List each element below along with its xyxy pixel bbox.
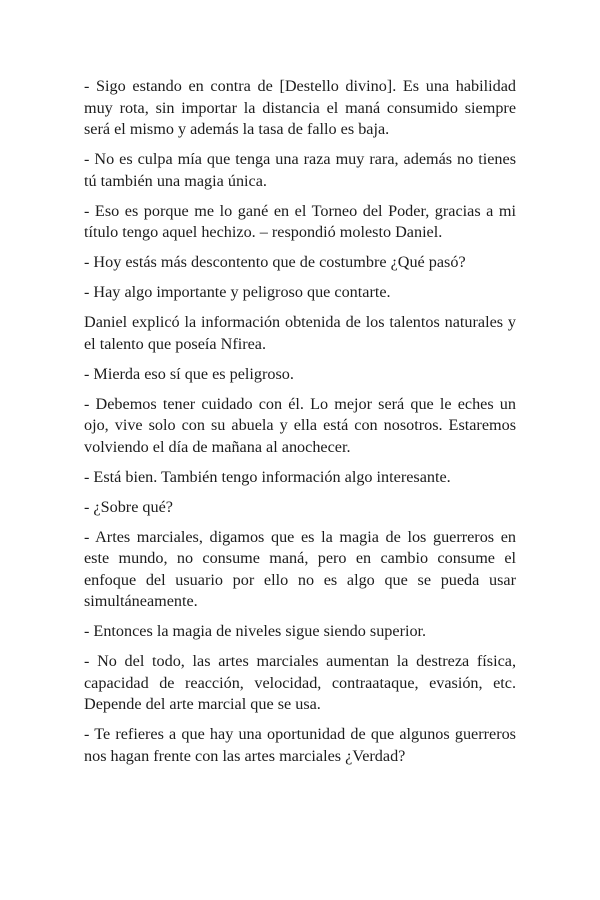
paragraph-5: - Hay algo importante y peligroso que contarte.	[84, 283, 391, 301]
paragraph-1: - Sigo estando en contra de [Destello divino]. Es una habilidad muy rota, sin importar la distancia el maná consumido siempre será el mismo y además la tasa de fallo es baja.	[84, 77, 516, 138]
paragraph-11: - Artes marciales, digamos que es la magia de los guerreros en este mundo, no consume maná, pero en cambio consume el enfoque del usuario por ello no es algo que se pueda usar simultáneamente.	[84, 527, 516, 610]
paragraph-13: - No del todo, las artes marciales aumentan la destreza física, capacidad de reacción, velocidad, contraataque, evasión, etc. Depende del arte marcial que se usa.	[84, 652, 516, 713]
document-page	[84, 76, 516, 776]
paragraph-7: - Mierda eso sí que es peligroso.	[84, 364, 294, 383]
paragraph-2: - No es culpa mía que tenga una raza muy rara, además no tienes tú también una magia única.	[84, 150, 516, 190]
paragraph-9: - Está bien. También tengo información algo interesante.	[84, 467, 451, 486]
paragraph-6: Daniel explicó la información obtenida de los talentos naturales y el talento que poseía Nfirea.	[84, 313, 516, 353]
paragraph-14: - Te refieres a que hay una oportunidad de que algunos guerreros nos hagan frente con las artes marciales ¿Verdad?	[84, 725, 516, 765]
paragraph-3: - Eso es porque me lo gané en el Torneo del Poder, gracias a mi título tengo aquel hechizo. – respondió molesto Daniel.	[84, 201, 516, 241]
paragraph-12: - Entonces la magia de niveles sigue siendo superior.	[84, 622, 427, 640]
paragraph-8: - Debemos tener cuidado con él. Lo mejor será que le eches un ojo, vive solo con su abuela y ella está con nosotros. Estaremos volviendo el día de mañana al anochecer.	[84, 394, 516, 456]
paragraph-4: - Hoy estás más descontento que de costumbre ¿Qué pasó?	[84, 253, 466, 271]
paragraph-10: - ¿Sobre qué?	[84, 497, 173, 516]
